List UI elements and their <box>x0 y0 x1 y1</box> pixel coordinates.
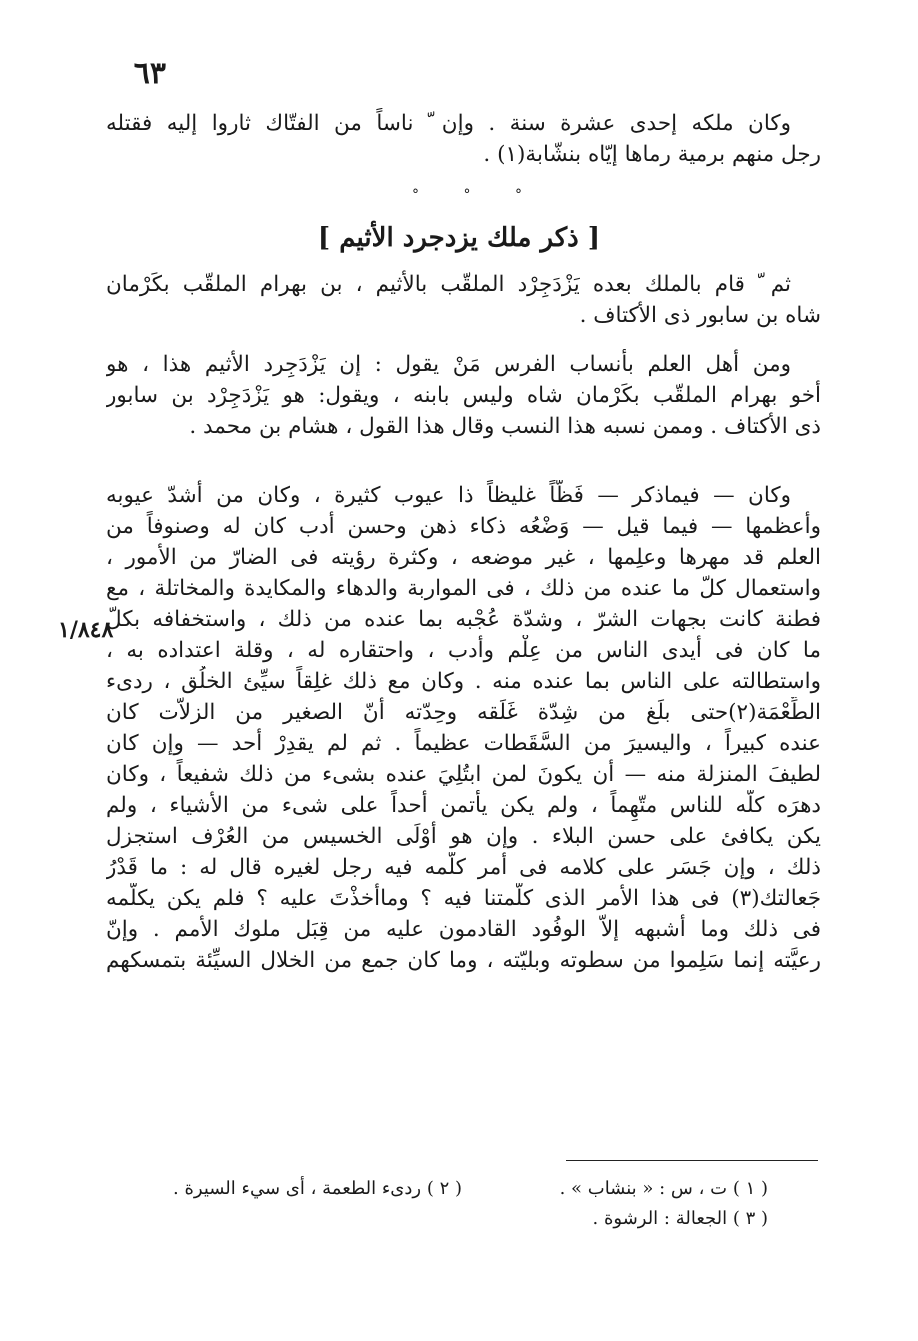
separator-dot: ° <box>515 187 522 203</box>
text-line: دهرَه كلَّه للناس متّهِماً ، ولم يكن يأتمن أحداً على شىء من الأشياء ، ولم <box>106 793 821 818</box>
paragraph-3 <box>106 480 821 976</box>
text-line: رجل منهم برمية رماها إيّاه بنشّابة(١) . <box>483 142 821 167</box>
section-heading: [ ذكر ملك يزدجرد الأثيم ] <box>317 223 601 253</box>
text-line: لطيفَ المنزلة منه — أن يكونَ لمن ابتُلِيَ عنده بشىء من ذلك شفيعاً ، وكان <box>106 762 821 787</box>
text-line: ومن أهل العلم بأنساب الفرس مَنْ يقول : إن يَزْدَجِرد الأثيم هذا ، هو <box>106 352 791 377</box>
text-line: جَعالتك(٣) فى هذا الأمر الذى كلّمتنا فيه ؟ وماأخذْتَ عليه ؟ فلم يكن يكلّمه <box>106 886 821 911</box>
section-separator <box>412 187 522 203</box>
text-line: أخو بهرام الملقّب بكَرْمان شاه وليس بابنه ، ويقول: هو يَزْدَجِرْد بن سابور <box>106 383 821 408</box>
paragraph-1 <box>106 269 821 331</box>
text-line: وكان ملكه إحدى عشرة سنة . وإن ّ ناساً من الفتّاك ثاروا إليه فقتله <box>106 111 791 136</box>
text-line: شاه بن سابور ذى الأكتاف . <box>579 303 821 328</box>
text-line: فى ذلك وما أشبهه إلاّ الوفُود القادمون عليه من قِبَل ملوك الأمم . وإنّ <box>106 917 821 942</box>
footnote-divider <box>566 1160 818 1161</box>
intro-paragraph <box>106 108 821 170</box>
text-line: وكان — فيماذكر — فَظّاً غليظاً ذا عيوب كثيرة ، وكان من أشدّ عيوبه <box>106 483 791 508</box>
footnote-3: ( ٣ ) الجعالة : الرشوة . <box>592 1208 768 1229</box>
text-line: وأعظمها — فيما قيل — وَضْعُه ذكاء ذهن وحسن أدب كان له وصنوفاً من <box>106 514 821 539</box>
text-line: ذلك ، وإن جَسَر على كلامه فى أمر كلّمه فيه رجل لغيره قال له : ما قَدْرُ <box>106 855 821 880</box>
page-number: ٦٣ <box>133 56 166 91</box>
text-line: واستطالته على الناس بما عنده منه . وكان مع ذلك غلِقاً سيِّئ الخلُق ، ردىء <box>106 669 821 694</box>
separator-dot: ° <box>463 187 471 203</box>
paragraph-2 <box>106 349 821 442</box>
margin-reference: ١/٨٤٨ <box>58 617 114 643</box>
separator-dot: ° <box>412 187 419 203</box>
text-line: ثم ّ قام بالملك بعده يَزْدَجِرْد الملقّب بالأثيم ، بن بهرام الملقّب بكَرْمان <box>106 272 791 297</box>
text-line: الطِّعْمَة(٢)حتى بلَغ من شِدّة غَلَقه وحِدّته أنّ الصغير من الزلاّت كان <box>106 700 821 725</box>
footnote-1: ( ١ ) ت ، س : « بنشاب » . <box>559 1178 768 1199</box>
text-line: يكن يكافئ على حسن البلاء . وإن هو أوْلَى الخسيس من العُرْف استجزل <box>106 824 821 849</box>
text-line: واستعمال كلّ ما عنده من ذلك ، فى المواربة والدهاء والمكايدة والمخاتلة ، مع <box>106 576 821 601</box>
text-line: عنده كبيراً ، واليسيرَ من السَّقَطات عظيماً . ثم لم يقدِرْ أحد — وإن كان <box>106 731 821 756</box>
text-line: العلم قد مهرها وعلِمها ، غير موضعه ، وكثرة رؤيته فى الضارّ من الأمور ، <box>106 545 821 570</box>
text-line: رعيَّته إنما سَلِموا من سطوته وبليّته ، وما كان جمع من الخلال السيِّئة بتمسكهم <box>106 948 821 973</box>
footnote-2: ( ٢ ) ردىء الطعمة ، أى سيء السيرة . <box>173 1178 462 1199</box>
text-line: ما كان فى أيدى الناس من عِلْم وأدب ، واحتقاره له ، وقلة اعتداده به ، <box>106 638 821 663</box>
text-line: ذى الأكتاف . وممن نسبه هذا النسب وقال هذا القول ، هشام بن محمد . <box>189 414 821 439</box>
text-line: فطنة كانت بجهات الشرّ ، وشدّة عُجْبه بما عنده من ذلك ، واستخفافه بكلّ <box>106 607 821 632</box>
